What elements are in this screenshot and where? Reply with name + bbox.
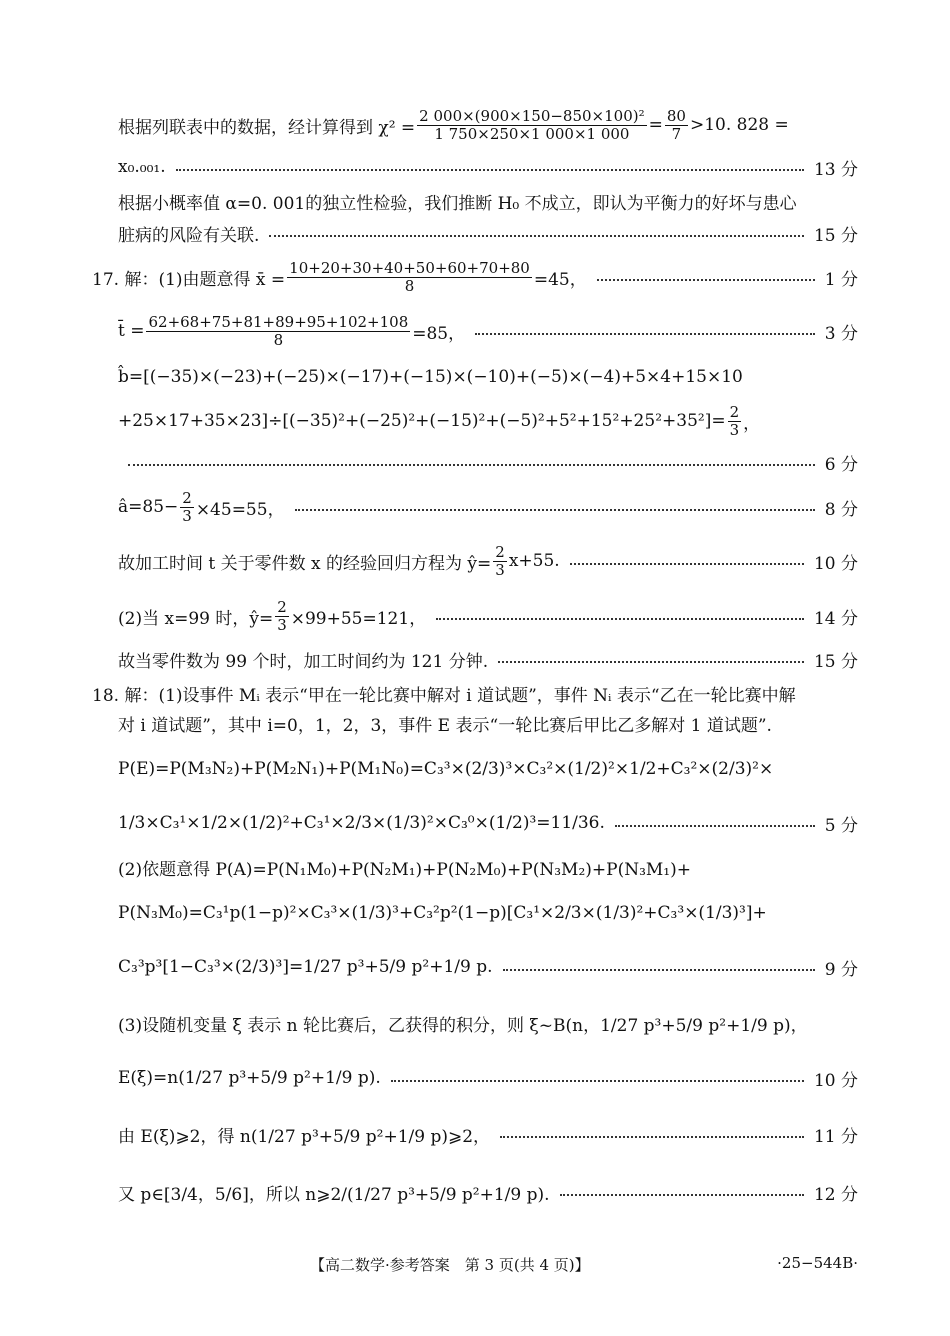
score-mark: 13 分 — [813, 159, 858, 180]
q18-line-7: C₃³p³[1−C₃³×(2/3)³]=1/27 p³+5/9 p²+1/9 p. 9 分 — [118, 950, 858, 984]
score-mark: 1 分 — [824, 269, 858, 290]
score-mark: 14 分 — [813, 608, 858, 629]
q17-line-9: 故当零件数为 99 个时，加工时间约为 121 分钟. 15 分 — [118, 642, 858, 676]
q17-line-2: t̄ = $\frac{62+68+75+81+89+95+102+108}{8}$ =85， 3 分 — [118, 312, 858, 349]
q18-line-4: 1/3×C₃¹×1/2×(1/2)²+C₃¹×2/3×(1/3)²×C₃⁰×(1/2)³=11/36. 5 分 — [118, 806, 858, 840]
score-mark: 15 分 — [813, 651, 858, 672]
chi-prefix: 根据列联表中的数据，经计算得到 χ² = — [118, 117, 416, 138]
q17-line-3: b̂=[(−35)×(−23)+(−25)×(−17)+(−15)×(−10)+(−5)×(−4)+5×4+15×10 — [118, 367, 743, 387]
q18-line-5: (2)依题意得 P(A)=P(N₁M₀)+P(N₂M₁)+P(N₂M₀)+P(N₃M₂)+P(N₃M₁)+ — [118, 859, 692, 880]
score-mark: 9 分 — [824, 959, 858, 980]
score-mark: 12 分 — [813, 1184, 858, 1205]
chi-square-line: 根据列联表中的数据，经计算得到 χ² = $\frac{\text{2 000×(900×150−850×100)²}}{1 750\times 250\times 1 000\times 1 000}$ = $\frac{80}{7}$ >10. 828 = — [118, 106, 789, 143]
page-footer — [0, 1254, 950, 1278]
score-mark: 3 分 — [824, 323, 858, 344]
critical-value-line: x₀.₀₀₁. 13 分 — [118, 150, 858, 184]
q17-line-7: 故加工时间 t 关于零件数 x 的经验回归方程为 ŷ= $\frac{2}{3}$ x+55. 10 分 — [118, 542, 858, 579]
q18-line-11: 又 p∈[3/4，5/6]，所以 n⩾2/(1/27 p³+5/9 p²+1/9 p). 12 分 — [118, 1175, 858, 1209]
q17-line-5 — [118, 445, 858, 479]
score-mark: 15 分 — [813, 225, 858, 246]
q18-line-9: E(ξ)=n(1/27 p³+5/9 p²+1/9 p). 10 分 — [118, 1061, 858, 1095]
q17-line-8: (2)当 x=99 时，ŷ= $\frac{2}{3}$ ×99+55=121， 14 分 — [118, 597, 858, 634]
q17-line-6: â=85− $\frac{2}{3}$ ×45=55， 8 分 — [118, 488, 858, 525]
q18-line-8: (3)设随机变量 ξ 表示 n 轮比赛后，乙获得的积分，则 ξ~B(n，1/27 p³+5/9 p²+1/9 p)， — [118, 1015, 808, 1036]
score-mark: 8 分 — [824, 499, 858, 520]
q18-line-1: 18. 解：(1)设事件 Mᵢ 表示“甲在一轮比赛中解对 i 道试题”，事件 Nᵢ 表示“乙在一轮比赛中解 — [92, 685, 796, 706]
score-mark: 11 分 — [813, 1126, 858, 1147]
q18-line-6: P(N₃M₀)=C₃¹p(1−p)²×C₃³×(1/3)³+C₃²p²(1−p)[C₃¹×2/3×(1/3)²+C₃³×(1/3)³]+ — [118, 903, 767, 923]
q18-line-10: 由 E(ξ)⩾2，得 n(1/27 p³+5/9 p²+1/9 p)⩾2， 11 分 — [118, 1117, 858, 1151]
score-mark: 10 分 — [813, 1070, 858, 1091]
score-mark: 6 分 — [824, 454, 858, 475]
conclusion-line-2: 脏病的风险有关联. 15 分 — [118, 216, 858, 250]
chi-value-fraction: $\frac{80}{7}$ — [666, 106, 686, 143]
q18-line-3: P(E)=P(M₃N₂)+P(M₂N₁)+P(M₁N₀)=C₃³×(2/3)³×C₃²×(1/2)²×1/2+C₃²×(2/3)²× — [118, 759, 774, 779]
q17-line-1: 17. 解：(1)由题意得 x̄ = $\frac{10+20+30+40+50+60+70+80}{8}$ =45， 1 分 — [92, 258, 858, 295]
score-mark: 10 分 — [813, 553, 858, 574]
score-mark: 5 分 — [824, 815, 858, 836]
q17-line-4: +25×17+35×23]÷[(−35)²+(−25)²+(−15)²+(−5)²+5²+15²+25²+35²]= $\frac{2}{3}$ ， — [118, 402, 761, 439]
conclusion-line-1: 根据小概率值 α=0. 001的独立性检验，我们推断 H₀ 不成立，即认为平衡力的好坏与患心 — [118, 193, 797, 214]
q18-line-2: 对 i 道试题”，其中 i=0，1，2，3，事件 E 表示“一轮比赛后甲比乙多解对 1 道试题”. — [118, 715, 772, 736]
footer-code: ·25−544B· — [777, 1254, 858, 1272]
chi-fraction: $\frac{\text{2 000×(900×150−850×100)²}}{1 750\times 250\times 1 000\times 1 000}$ — [419, 106, 645, 143]
footer-title: 【高二数学·参考答案 第 3 页(共 4 页)】 — [310, 1256, 590, 1274]
